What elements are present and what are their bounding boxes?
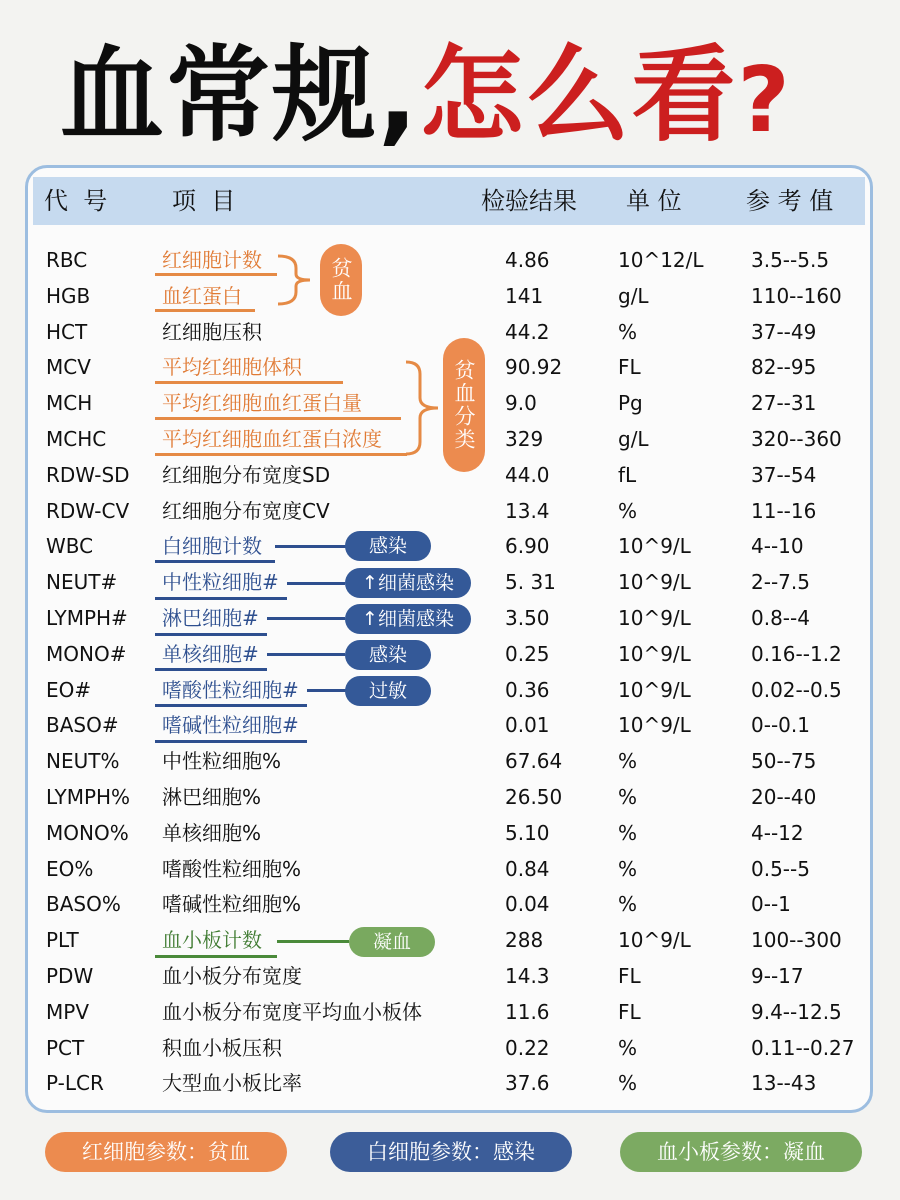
row-code: EO# — [46, 678, 92, 702]
row-name: 红细胞计数 — [162, 248, 262, 272]
row-name: 血小板分布宽度 — [162, 964, 302, 988]
row-unit: % — [618, 892, 638, 916]
underline-rbc — [155, 273, 277, 276]
row-ref: 9.4--12.5 — [751, 1000, 842, 1024]
row-unit: 10^9/L — [618, 713, 691, 737]
row-result: 141 — [505, 284, 544, 308]
row-name: 血小板分布宽度平均血小板体 — [162, 1000, 422, 1024]
row-name: 红细胞分布宽度SD — [162, 463, 331, 487]
row-ref: 20--40 — [751, 785, 817, 809]
row-unit: % — [618, 749, 638, 773]
row-result: 288 — [505, 928, 544, 952]
row-result: 329 — [505, 427, 544, 451]
row-result: 0.22 — [505, 1036, 550, 1060]
row-name: 平均红细胞体积 — [162, 355, 302, 379]
row-unit: % — [618, 1036, 638, 1060]
row-name: 红细胞压积 — [162, 320, 262, 344]
row-result: 26.50 — [505, 785, 563, 809]
header-ref: 参 考 值 — [746, 187, 834, 215]
row-name: 平均红细胞血红蛋白量 — [162, 391, 362, 415]
row-code: LYMPH% — [46, 785, 131, 809]
underline-mchc — [155, 453, 407, 456]
row-result: 13.4 — [505, 499, 550, 523]
row-ref: 320--360 — [751, 427, 842, 451]
row-result: 0.04 — [505, 892, 550, 916]
row-result: 44.2 — [505, 320, 550, 344]
row-ref: 2--7.5 — [751, 570, 810, 594]
row-ref: 11--16 — [751, 499, 817, 523]
underline-wbc — [155, 560, 275, 563]
row-code: MCV — [46, 355, 91, 379]
row-name: 平均红细胞血红蛋白浓度 — [162, 427, 382, 451]
header-result: 检验结果 — [481, 187, 577, 215]
row-code: MCH — [46, 391, 93, 415]
row-code: HCT — [46, 320, 88, 344]
row-result: 0.25 — [505, 642, 550, 666]
row-code: BASO% — [46, 892, 121, 916]
tag-bacterial-1: ↑细菌感染 — [345, 568, 471, 598]
row-result: 9.0 — [505, 391, 537, 415]
row-code: EO% — [46, 857, 94, 881]
underline-mch — [155, 417, 401, 420]
tag-coagulation: 凝血 — [349, 927, 435, 957]
underline-baso — [155, 740, 307, 743]
report-card — [25, 165, 873, 1113]
footer-rbc-badge: 红细胞参数：贫血 — [45, 1132, 287, 1172]
row-name: 单核细胞% — [162, 821, 262, 845]
row-unit: FL — [618, 1000, 641, 1024]
row-result: 67.64 — [505, 749, 563, 773]
row-unit: % — [618, 499, 638, 523]
brace-anemia-icon — [274, 252, 324, 308]
table-header — [33, 177, 865, 225]
title-part2: 怎么看 — [419, 34, 738, 156]
row-code: MPV — [46, 1000, 89, 1024]
row-result: 14.3 — [505, 964, 550, 988]
row-code: MONO% — [46, 821, 129, 845]
row-unit: % — [618, 821, 638, 845]
row-unit: Pg — [618, 391, 643, 415]
connector-plt — [277, 940, 349, 943]
underline-hgb — [155, 309, 255, 312]
row-name: 血红蛋白 — [162, 284, 242, 308]
row-code: RDW-SD — [46, 463, 130, 487]
row-ref: 100--300 — [751, 928, 842, 952]
row-ref: 4--12 — [751, 821, 804, 845]
row-result: 0.36 — [505, 678, 550, 702]
row-name: 淋巴细胞# — [162, 606, 259, 630]
row-unit: % — [618, 1071, 638, 1095]
row-unit: 10^9/L — [618, 928, 691, 952]
row-unit: g/L — [618, 427, 649, 451]
row-code: RDW-CV — [46, 499, 130, 523]
row-unit: % — [618, 857, 638, 881]
row-ref: 37--54 — [751, 463, 817, 487]
row-result: 11.6 — [505, 1000, 550, 1024]
row-code: MCHC — [46, 427, 107, 451]
footer-plt-badge: 血小板参数：凝血 — [620, 1132, 862, 1172]
connector-mono — [267, 653, 345, 656]
row-name: 中性粒细胞# — [162, 570, 279, 594]
row-result: 0.01 — [505, 713, 550, 737]
underline-plt — [155, 955, 277, 958]
row-unit: 10^9/L — [618, 534, 691, 558]
row-ref: 0.5--5 — [751, 857, 810, 881]
row-unit: % — [618, 320, 638, 344]
tag-infection: 感染 — [345, 531, 431, 561]
row-code: NEUT# — [46, 570, 118, 594]
row-code: MONO# — [46, 642, 127, 666]
row-name: 嗜酸性粒细胞# — [162, 678, 299, 702]
row-ref: 0.16--1.2 — [751, 642, 842, 666]
page-title — [60, 30, 792, 160]
row-ref: 37--49 — [751, 320, 817, 344]
row-unit: % — [618, 785, 638, 809]
row-name: 嗜碱性粒细胞# — [162, 713, 299, 737]
row-ref: 9--17 — [751, 964, 804, 988]
row-code: RBC — [46, 248, 88, 272]
underline-lymph — [155, 633, 267, 636]
row-result: 6.90 — [505, 534, 550, 558]
row-unit: g/L — [618, 284, 649, 308]
connector-eo — [307, 689, 347, 692]
row-result: 5.10 — [505, 821, 550, 845]
row-name: 淋巴细胞% — [162, 785, 262, 809]
row-name: 白细胞计数 — [162, 534, 262, 558]
row-code: LYMPH# — [46, 606, 128, 630]
row-result: 44.0 — [505, 463, 550, 487]
row-name: 红细胞分布宽度CV — [162, 499, 330, 523]
row-unit: FL — [618, 964, 641, 988]
underline-mcv — [155, 381, 343, 384]
footer-wbc-badge: 白细胞参数：感染 — [330, 1132, 572, 1172]
row-result: 37.6 — [505, 1071, 550, 1095]
row-ref: 27--31 — [751, 391, 817, 415]
row-ref: 110--160 — [751, 284, 842, 308]
row-ref: 0--0.1 — [751, 713, 810, 737]
connector-neut — [287, 582, 345, 585]
row-result: 90.92 — [505, 355, 563, 379]
row-result: 5. 31 — [505, 570, 556, 594]
row-unit: 10^9/L — [618, 678, 691, 702]
row-code: BASO# — [46, 713, 119, 737]
row-ref: 3.5--5.5 — [751, 248, 830, 272]
row-name: 中性粒细胞% — [162, 749, 282, 773]
row-ref: 82--95 — [751, 355, 817, 379]
tag-anemia-class: 贫血分类 — [443, 338, 485, 472]
row-code: PLT — [46, 928, 79, 952]
header-code: 代 号 — [44, 187, 108, 215]
title-question-mark: ? — [737, 48, 792, 153]
row-result: 3.50 — [505, 606, 550, 630]
row-code: HGB — [46, 284, 91, 308]
row-name: 大型血小板比率 — [162, 1071, 302, 1095]
tag-allergy: 过敏 — [345, 676, 431, 706]
row-code: PCT — [46, 1036, 85, 1060]
row-name: 嗜碱性粒细胞% — [162, 892, 302, 916]
connector-wbc — [275, 545, 347, 548]
row-unit: fL — [618, 463, 637, 487]
row-ref: 4--10 — [751, 534, 804, 558]
underline-neut — [155, 597, 287, 600]
row-ref: 0--1 — [751, 892, 791, 916]
tag-infection-2: 感染 — [345, 640, 431, 670]
header-item: 项 目 — [172, 187, 236, 215]
row-result: 0.84 — [505, 857, 550, 881]
tag-bacterial-2: ↑细菌感染 — [345, 604, 471, 634]
brace-anemia-class-icon — [402, 358, 446, 458]
row-code: NEUT% — [46, 749, 120, 773]
row-unit: 10^12/L — [618, 248, 704, 272]
tag-anemia: 贫血 — [320, 244, 362, 316]
row-name: 嗜酸性粒细胞% — [162, 857, 302, 881]
underline-eo — [155, 704, 307, 707]
title-comma: , — [378, 34, 420, 156]
row-unit: 10^9/L — [618, 606, 691, 630]
row-ref: 0.11--0.27 — [751, 1036, 855, 1060]
row-ref: 50--75 — [751, 749, 817, 773]
row-unit: FL — [618, 355, 641, 379]
connector-lymph — [267, 617, 345, 620]
row-name: 单核细胞# — [162, 642, 259, 666]
row-code: WBC — [46, 534, 94, 558]
header-unit: 单 位 — [626, 187, 682, 215]
row-ref: 0.02--0.5 — [751, 678, 842, 702]
row-ref: 13--43 — [751, 1071, 817, 1095]
row-code: PDW — [46, 964, 94, 988]
row-name: 血小板计数 — [162, 928, 262, 952]
row-name: 积血小板压积 — [162, 1036, 282, 1060]
row-unit: 10^9/L — [618, 570, 691, 594]
row-code: P-LCR — [46, 1071, 104, 1095]
row-ref: 0.8--4 — [751, 606, 810, 630]
row-result: 4.86 — [505, 248, 550, 272]
title-part1: 血常规 — [60, 34, 379, 156]
row-unit: 10^9/L — [618, 642, 691, 666]
underline-mono — [155, 668, 267, 671]
